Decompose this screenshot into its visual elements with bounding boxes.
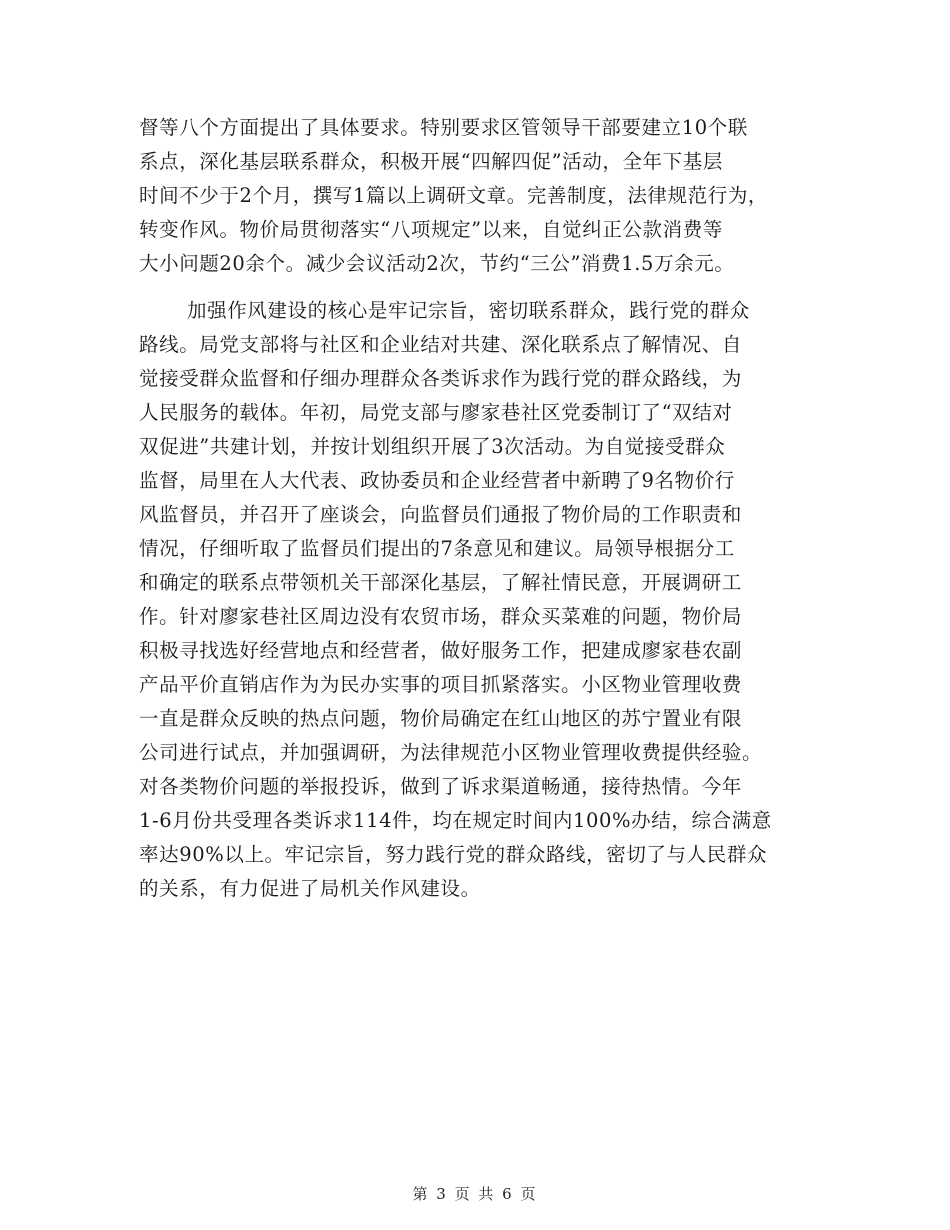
paragraph-line: 人民服务的载体。年初，局党支部与廖家巷社区党委制订了“双结对 (139, 401, 733, 424)
paragraph-line: 的关系，有力促进了局机关作风建设。 (139, 877, 481, 900)
paragraph-line: 对各类物价问题的举报投诉，做到了诉求渠道畅通，接待热情。今年 (139, 775, 743, 798)
paragraph-line: 一直是群众反映的热点问题，物价局确定在红山地区的苏宁置业有限 (139, 707, 743, 730)
paragraph-line: 监督，局里在人大代表、政协委员和企业经营者中新聘了9名物价行 (139, 469, 735, 492)
paragraph-line: 双促进”共建计划，并按计划组织开展了3次活动。为自觉接受群众 (139, 435, 726, 458)
paragraph-line: 时间不少于2个月，撰写1篇以上调研文章。完善制度，法律规范行为， (139, 184, 769, 207)
paragraph-line: 积极寻找选好经营地点和经营者，做好服务工作，把建成廖家巷农副 (139, 639, 743, 662)
paragraph-line: 作。针对廖家巷社区周边没有农贸市场，群众买菜难的问题，物价局 (139, 605, 743, 628)
paragraph-line: 风监督员，并召开了座谈会，向监督员们通报了物价局的工作职责和 (139, 503, 743, 526)
paragraph-line: 觉接受群众监督和仔细办理群众各类诉求作为践行党的群众路线，为 (139, 367, 743, 390)
page-number-footer: 第 3 页 共 6 页 (412, 1185, 538, 1203)
paragraph-line: 路线。局党支部将与社区和企业结对共建、深化联系点了解情况、自 (139, 333, 743, 356)
paragraph-line: 产品平价直销店作为为民办实事的项目抓紧落实。小区物业管理收费 (139, 673, 743, 696)
paragraph-line: 1-6月份共受理各类诉求114件，均在规定时间内100%办结，综合满意 (139, 809, 772, 832)
paragraph-line: 公司进行试点，并加强调研，为法律规范小区物业管理收费提供经验。 (139, 741, 763, 764)
paragraph-line: 督等八个方面提出了具体要求。特别要求区管领导干部要建立10个联 (139, 116, 748, 139)
paragraph-line: 情况，仔细听取了监督员们提出的7条意见和建议。局领导根据分工 (139, 537, 735, 560)
paragraph-line: 大小问题20余个。减少会议活动2次，节约“三公”消费1.5万余元。 (139, 252, 735, 275)
paragraph-first-line: 加强作风建设的核心是牢记宗旨，密切联系群众，践行党的群众 (187, 299, 750, 322)
paragraph-line: 和确定的联系点带领机关干部深化基层，了解社情民意，开展调研工 (139, 571, 743, 594)
paragraph-line: 率达90%以上。牢记宗旨，努力践行党的群众路线，密切了与人民群众 (139, 843, 768, 866)
paragraph-line: 系点，深化基层联系群众，积极开展“四解四促”活动，全年下基层 (139, 150, 723, 173)
paragraph-line: 转变作风。物价局贯彻落实“八项规定”以来，自觉纠正公款消费等 (139, 218, 723, 241)
